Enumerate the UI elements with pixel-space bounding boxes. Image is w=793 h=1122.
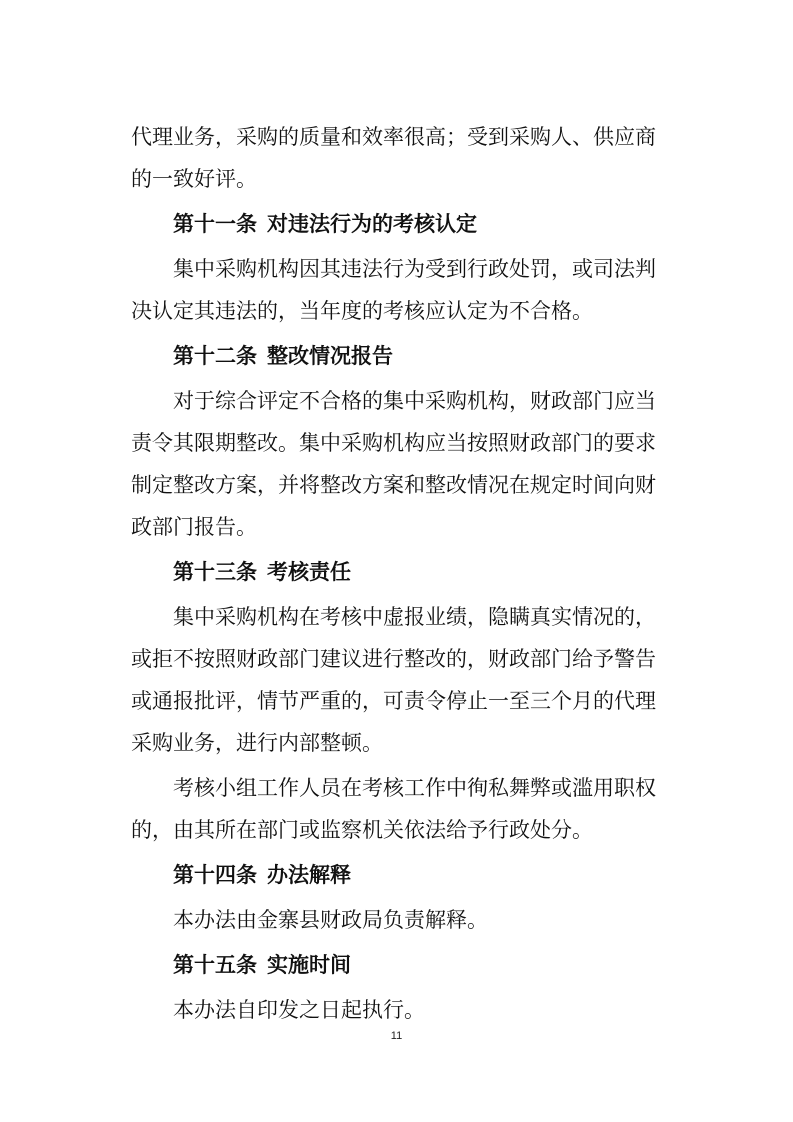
- article-14-paragraph: [131, 899, 667, 941]
- article-title: 整改情况报告: [267, 344, 393, 368]
- text-line: 本办法由金寨县财政局负责解释。: [173, 908, 488, 932]
- article-number: 第十四条: [173, 863, 257, 887]
- text-line: 或拒不按照财政部门建议进行整改的，财政部门给予警告: [131, 647, 656, 671]
- article-14-heading: [131, 854, 667, 896]
- article-15-paragraph: [131, 989, 667, 1031]
- text-line: 的一致好评。: [131, 167, 257, 191]
- article-13-paragraph-2: [131, 767, 667, 851]
- text-line: 政部门报告。: [131, 515, 257, 539]
- article-13-paragraph-1: [131, 596, 667, 764]
- article-title: 实施时间: [267, 953, 351, 977]
- article-number: 第十二条: [173, 344, 257, 368]
- article-number: 第十五条: [173, 953, 257, 977]
- article-11-heading: [131, 203, 667, 245]
- article-11-paragraph: [131, 248, 667, 332]
- text-line: 集中采购机构在考核中虚报业绩，隐瞒真实情况的，: [173, 605, 656, 629]
- article-title: 对违法行为的考核认定: [267, 212, 477, 236]
- paragraph-continuation: [131, 116, 667, 200]
- article-15-heading: [131, 944, 667, 986]
- text-line: 制定整改方案，并将整改方案和整改情况在规定时间向财: [131, 473, 656, 497]
- text-line: 责令其限期整改。集中采购机构应当按照财政部门的要求: [131, 431, 656, 455]
- text-line: 或通报批评，情节严重的，可责令停止一至三个月的代理: [131, 689, 656, 713]
- text-line: 本办法自印发之日起执行。: [173, 998, 425, 1022]
- text-line: 考核小组工作人员在考核工作中徇私舞弊或滥用职权: [173, 776, 656, 800]
- article-12-heading: [131, 335, 667, 377]
- article-12-paragraph: [131, 380, 667, 548]
- text-line: 代理业务，采购的质量和效率很高；受到采购人、供应商: [131, 125, 656, 149]
- text-line: 决认定其违法的，当年度的考核应认定为不合格。: [131, 299, 593, 323]
- text-line: 集中采购机构因其违法行为受到行政处罚，或司法判: [173, 257, 656, 281]
- text-line: 的，由其所在部门或监察机关依法给予行政处分。: [131, 818, 593, 842]
- text-line: 对于综合评定不合格的集中采购机构，财政部门应当: [173, 389, 656, 413]
- article-number: 第十一条: [173, 212, 257, 236]
- text-line: 采购业务，进行内部整顿。: [131, 731, 383, 755]
- page-number: 11: [390, 1030, 403, 1042]
- article-title: 考核责任: [267, 560, 351, 584]
- article-13-heading: [131, 551, 667, 593]
- article-title: 办法解释: [267, 863, 351, 887]
- document-body: [131, 116, 667, 1034]
- article-number: 第十三条: [173, 560, 257, 584]
